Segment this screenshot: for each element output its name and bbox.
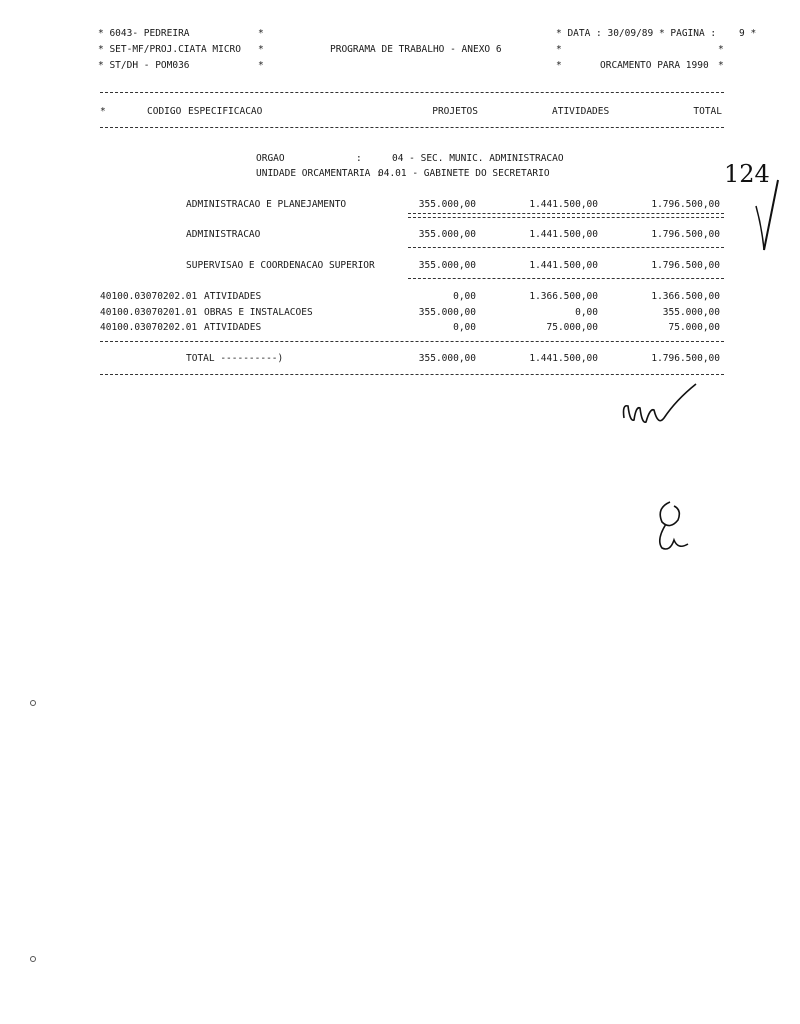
- group-label: SUPERVISAO E COORDENACAO SUPERIOR: [186, 260, 375, 271]
- page-number: 124: [724, 160, 770, 188]
- group-label: ADMINISTRACAO: [186, 229, 261, 240]
- column-codigo: CODIGO: [147, 106, 182, 117]
- header-left-line3: * ST/DH - POM036: [98, 60, 190, 71]
- group-total: 1.796.500,00: [651, 199, 720, 210]
- header-star: *: [258, 60, 264, 71]
- budget-year: ORCAMENTO PARA 1990: [600, 60, 709, 71]
- rule-group: [408, 278, 724, 279]
- header-star: *: [718, 60, 724, 71]
- rule-group: [408, 247, 724, 248]
- total-total: 1.796.500,00: [651, 353, 720, 364]
- group-atividades: 1.441.500,00: [529, 199, 598, 210]
- group-label: ADMINISTRACAO E PLANEJAMENTO: [186, 199, 347, 210]
- item-atividades: 1.366.500,00: [529, 291, 598, 302]
- handwritten-slash-mark: [752, 176, 782, 256]
- item-code: 40100.03070202.01: [100, 322, 198, 333]
- binder-hole: [30, 700, 36, 706]
- orgao-separator: :: [356, 153, 362, 164]
- binder-hole: [30, 956, 36, 962]
- column-especificacao: ESPECIFICACAO: [188, 106, 263, 117]
- rule-header-bottom: [100, 127, 724, 128]
- item-projetos: 0,00: [453, 322, 476, 333]
- header-star: *: [258, 44, 264, 55]
- header-left-line1: * 6043- PEDREIRA: [98, 28, 190, 39]
- unidade-label: UNIDADE ORCAMENTARIA :: [256, 168, 382, 179]
- item-desc: ATIVIDADES: [204, 322, 262, 333]
- header-star: *: [556, 60, 562, 71]
- page-title: PROGRAMA DE TRABALHO - ANEXO 6: [330, 44, 502, 55]
- column-projetos: PROJETOS: [432, 106, 478, 117]
- unidade-value: 04.01 - GABINETE DO SECRETARIO: [378, 168, 550, 179]
- item-projetos: 355.000,00: [418, 307, 476, 318]
- item-atividades: 75.000,00: [546, 322, 598, 333]
- rule-items-bottom: [100, 341, 724, 342]
- column-atividades: ATIVIDADES: [552, 106, 610, 117]
- header-star: *: [718, 44, 724, 55]
- signature-icon: [616, 378, 706, 438]
- total-projetos: 355.000,00: [418, 353, 476, 364]
- rule-bottom: [100, 374, 724, 375]
- group-atividades: 1.441.500,00: [529, 260, 598, 271]
- header-date-line: * DATA : 30/09/89 * PAGINA : 9 *: [556, 28, 757, 39]
- total-label: TOTAL ----------): [186, 353, 284, 364]
- group-projetos: 355.000,00: [418, 260, 476, 271]
- item-desc: OBRAS E INSTALACOES: [204, 307, 313, 318]
- item-atividades: 0,00: [575, 307, 598, 318]
- column-total: TOTAL: [693, 106, 722, 117]
- group-total: 1.796.500,00: [651, 260, 720, 271]
- column-star: *: [100, 106, 106, 117]
- item-desc: ATIVIDADES: [204, 291, 262, 302]
- item-projetos: 0,00: [453, 291, 476, 302]
- group-total: 1.796.500,00: [651, 229, 720, 240]
- orgao-value: 04 - SEC. MUNIC. ADMINISTRACAO: [392, 153, 564, 164]
- header-left-line2: * SET-MF/PROJ.CIATA MICRO: [98, 44, 241, 55]
- item-total: 1.366.500,00: [651, 291, 720, 302]
- initial-icon: [648, 496, 698, 556]
- group-projetos: 355.000,00: [418, 199, 476, 210]
- header-star: *: [556, 44, 562, 55]
- total-atividades: 1.441.500,00: [529, 353, 598, 364]
- item-code: 40100.03070201.01: [100, 307, 198, 318]
- item-total: 75.000,00: [668, 322, 720, 333]
- rule-double: [408, 213, 724, 218]
- rule-top: [100, 92, 724, 93]
- group-projetos: 355.000,00: [418, 229, 476, 240]
- item-code: 40100.03070202.01: [100, 291, 198, 302]
- header-star: *: [258, 28, 264, 39]
- group-atividades: 1.441.500,00: [529, 229, 598, 240]
- orgao-label: ORGAO: [256, 153, 285, 164]
- item-total: 355.000,00: [662, 307, 720, 318]
